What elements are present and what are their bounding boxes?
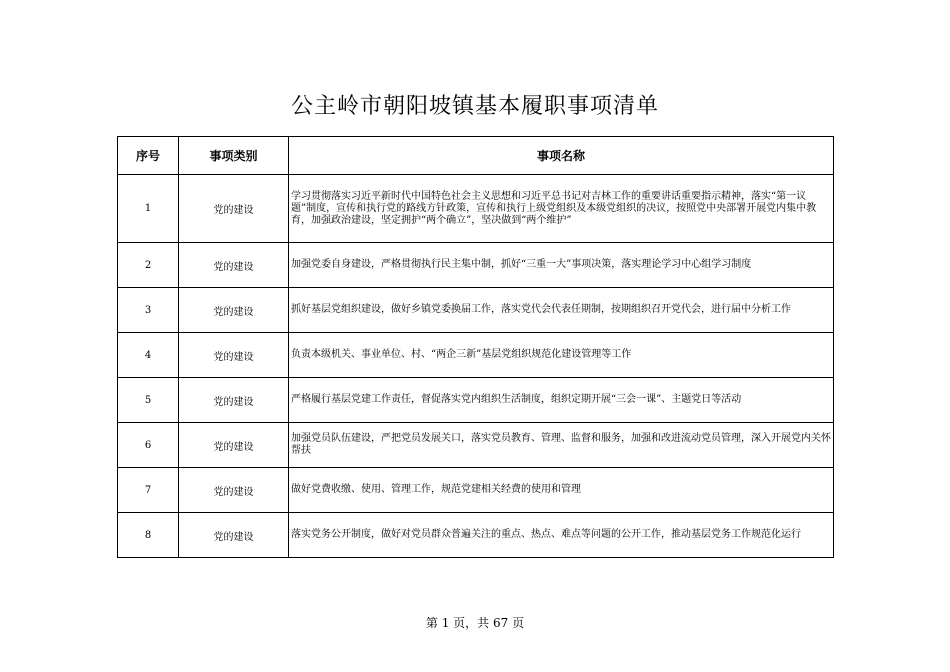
row-item-name: 加强党委自身建设，严格贯彻执行民主集中制，抓好“三重一大”事项决策，落实理论学习中心组学习制度: [289, 243, 834, 288]
header-item-name: 事项名称: [289, 137, 834, 175]
header-category: 事项类别: [179, 137, 289, 175]
row-item-name: 学习贯彻落实习近平新时代中国特色社会主义思想和习近平总书记对吉林工作的重要讲话重要指示精神，落实“第一议题”制度，宣传和执行党的路线方针政策，宣传和执行上级党组织及本级党组织的决议，按照党中央部署开展党内集中教育，加强政治建设，坚定拥护“两个确立”，坚决做到“两个维护”: [289, 175, 834, 243]
row-item-name: 落实党务公开制度，做好对党员群众普遍关注的重点、热点、难点等问题的公开工作，推动基层党务工作规范化运行: [289, 513, 834, 558]
row-serial-number: 2: [118, 243, 179, 288]
row-category: 党的建设: [179, 468, 289, 513]
row-item-name: 抓好基层党组织建设，做好乡镇党委换届工作，落实党代会代表任期制，按期组织召开党代会，进行届中分析工作: [289, 288, 834, 333]
row-item-name: 负责本级机关、事业单位、村、“两企三新”基层党组织规范化建设管理等工作: [289, 333, 834, 378]
table-row: [118, 288, 834, 333]
table-header-row: [118, 137, 834, 175]
duty-list-table: [117, 136, 834, 558]
row-item-name: 严格履行基层党建工作责任，督促落实党内组织生活制度，组织定期开展“三会一课”、主题党日等活动: [289, 378, 834, 423]
row-category: 党的建设: [179, 243, 289, 288]
row-serial-number: 5: [118, 378, 179, 423]
table-row: [118, 468, 834, 513]
row-serial-number: 4: [118, 333, 179, 378]
row-serial-number: 3: [118, 288, 179, 333]
table-row: [118, 333, 834, 378]
row-item-name: 加强党员队伍建设，严把党员发展关口，落实党员教育、管理、监督和服务，加强和改进流动党员管理，深入开展党内关怀帮扶: [289, 423, 834, 468]
row-serial-number: 6: [118, 423, 179, 468]
row-category: 党的建设: [179, 333, 289, 378]
row-category: 党的建设: [179, 288, 289, 333]
table-row: [118, 423, 834, 468]
row-serial-number: 8: [118, 513, 179, 558]
row-serial-number: 7: [118, 468, 179, 513]
row-category: 党的建设: [179, 513, 289, 558]
page-number-footer: 第 1 页，共 67 页: [425, 616, 525, 630]
row-item-name: 做好党费收缴、使用、管理工作，规范党建相关经费的使用和管理: [289, 468, 834, 513]
table-row: [118, 513, 834, 558]
row-category: 党的建设: [179, 423, 289, 468]
row-category: 党的建设: [179, 378, 289, 423]
row-serial-number: 1: [118, 175, 179, 243]
table-row: [118, 243, 834, 288]
table-row: [118, 378, 834, 423]
table-row: [118, 175, 834, 243]
row-category: 党的建设: [179, 175, 289, 243]
document-title: 公主岭市朝阳坡镇基本履职事项清单: [290, 94, 659, 119]
header-serial-number: 序号: [118, 137, 179, 175]
